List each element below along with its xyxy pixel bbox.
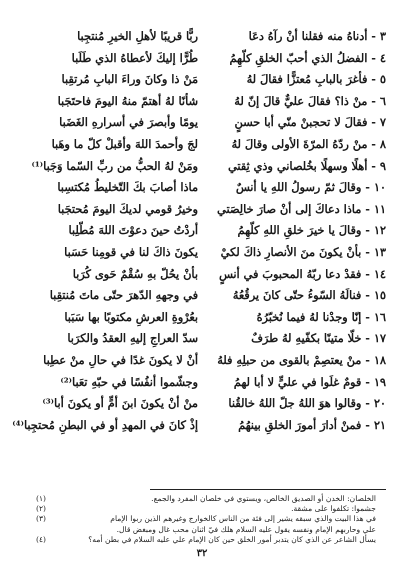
verse-line: [14, 156, 386, 178]
verse-line: [14, 328, 386, 350]
verse-line: [14, 242, 386, 264]
verse-line: [14, 393, 386, 415]
footnote-text: جشموا: تكلفوا على مشقة.: [291, 504, 376, 514]
verse-first-hemistich: ١٧ - خلّا متينًا بكفّيهِ لهُ طرَفٌ: [251, 331, 386, 346]
verse-line: [14, 307, 386, 329]
verse-line: [14, 372, 386, 394]
verse-line: [14, 285, 386, 307]
verse-first-hemistich: ١٥ - فنالَهُ السّوءُ حتّى كانَ يرقُعُهُ: [232, 288, 386, 303]
verse-second-hemistich: ربًّا قريبًا لأهلِ الخيرِ مُنتجِبا: [77, 29, 198, 43]
footnote: [18, 535, 382, 545]
verse-second-hemistich: يومًا وأبصرَ في أسرارهِ الغَضَبا: [59, 115, 198, 130]
verse-first-hemistich: ١٢ - وقالَ يا خيرَ خلقِ اللهِ كلّهِمُ: [237, 223, 386, 238]
poem: [14, 26, 386, 436]
footnote-number: [18, 525, 46, 535]
page-number: ٣٢: [196, 548, 208, 559]
verse-line: [14, 350, 386, 372]
verse-first-hemistich: ١٣ - بأنْ يكونَ منَ الأنصارِ ذاكَ لكيْ: [220, 244, 386, 259]
verse-line: [14, 26, 386, 48]
footnote-number: (٢): [35, 504, 46, 514]
verse-line: [14, 177, 386, 199]
verse-second-hemistich: إذْ كانَ في المهدِ أو في البطنِ مُحتجِبا⁽⁴⁾: [12, 417, 198, 432]
verse-second-hemistich: ومَنْ لهُ الحبُّ من ربِّ السّما وَجَبا⁽¹⁾: [31, 158, 198, 173]
verse-first-hemistich: ٨ - منْ ردّهُ المرّةَ الأولى وقالَ لهُ: [231, 136, 386, 151]
footnote: [18, 494, 382, 504]
verse-first-hemistich: ١٠ - وقالَ ثمّ رسولُ اللهِ يا أنسٌ: [235, 180, 386, 195]
verse-line: [14, 91, 386, 113]
verse-line: [14, 199, 386, 221]
verse-second-hemistich: مَنْ ذا وكانَ وراءَ البابِ مُرتقِبا: [61, 72, 198, 87]
footnote-text: علي وحاربهم الإمام ونفسه يقول عليه السلام هلك فيّ اثنان محب غال ومبغض قال.: [116, 524, 376, 534]
verse-first-hemistich: ١١ - ماذا دعاكَ إلى أنْ صارَ خالِصَتي: [217, 201, 386, 216]
verse-first-hemistich: ٢٠ - وقالوا هوَ اللهُ جلّ اللهُ خالقُنا: [228, 396, 386, 411]
verse-first-hemistich: ٦ - منْ ذا؟ فقالَ عليٌّ قالَ إنّ لهُ: [234, 93, 386, 108]
verse-line: [14, 112, 386, 134]
verse-line: [14, 415, 386, 437]
verse-second-hemistich: وخيرُ قومي لديكَ اليومَ مُحتجَبا: [57, 201, 198, 216]
verse-second-hemistich: بعُرْوةِ العرشِ مكتوبًا بها سَبَبا: [64, 309, 198, 324]
verse-first-hemistich: ٥ - فأغرَ بالبابِ مُعتزًّا فقالَ لهُ: [246, 72, 386, 87]
verse-line: [14, 69, 386, 91]
footnote-number: (٣): [35, 514, 46, 524]
verse-second-hemistich: في وجههِ الدّهرَ حتّى ماتَ مُنتقِبا: [49, 288, 198, 303]
verse-second-hemistich: أردْتُ حينَ دعوْتَ اللهَ مُطّلِبا: [68, 223, 198, 238]
verse-first-hemistich: ٤ - الفضلُ الذي أحبّ الخلقِ كلّهِمُ: [229, 50, 386, 65]
verse-line: [14, 220, 386, 242]
verse-first-hemistich: ١٩ - قومٌ غلَوا في عليٍّ لا أبا لهمُ: [233, 374, 386, 389]
verse-second-hemistich: بأنْ يحُلّ بهِ سُقْمٌ حَوى كُرَبا: [72, 266, 198, 281]
verse-first-hemistich: ١٨ - منْ يعتصِمْ بالقوى من حبلِهِ فلهُ: [217, 352, 386, 367]
footnote-number: (١): [35, 494, 46, 503]
verse-second-hemistich: وجشّموا أنفُسًا في حبّهِ تعَبا⁽²⁾: [60, 374, 198, 389]
verse-second-hemistich: أنْ لا يكونَ غدًا في حالِ منْ عطِبا: [43, 352, 198, 367]
verse-second-hemistich: ماذا أصابَ بكَ التّخليطُ مُكتسِبا: [57, 180, 198, 195]
verse-first-hemistich: ٧ - فقالَ لا تحجبنْ منّي أبا حسنٍ: [234, 115, 386, 130]
verse-first-hemistich: ١٦ - إنّا وجدْنا لهُ فيما نُخبّرُهُ: [256, 309, 386, 324]
footnote-text: يسأل الشاعر عن الذي كان يتدبر أمور الخلق حين كان الإمام علي عليه السلام في بطن أمه؟: [88, 534, 376, 544]
verse-line: [14, 48, 386, 70]
footnote-number: (٤): [35, 534, 46, 544]
verse-line: [14, 134, 386, 156]
verse-second-hemistich: شأنًا لهُ أهتمّ منهُ اليومَ فاحتَجَبا: [57, 93, 198, 108]
footnote: [18, 504, 382, 514]
verse-second-hemistich: يكونَ ذاكَ لنا في قومِنا حَسَبا: [64, 244, 198, 259]
verse-second-hemistich: منْ أنْ يكونَ ابنَ أمٍّ أو يكونَ أبا⁽³⁾: [42, 396, 198, 411]
verse-first-hemistich: ٢١ - فمنْ أدارَ أمورَ الخلقِ بينهُمُ: [238, 417, 386, 432]
verse-first-hemistich: ١٤ - فقدْ دعا ربّهُ المحبوبَ في أنسٍ: [218, 266, 386, 281]
footnote-text: في هذا البيت والذي سبقه يشير إلى فئة من الناس كالخوارج وغيرهم الذين ربوا الإمام: [110, 514, 376, 524]
footnotes: [18, 494, 382, 545]
verse-line: [14, 264, 386, 286]
verse-second-hemistich: لجَ وأحمدَ اللهَ وأقبلْ كلّ ما وهَبا: [51, 136, 198, 151]
footnote: [18, 514, 382, 524]
verse-first-hemistich: ٣ - أدناهُ منه فقلنا أنْ رآهُ دعَا: [248, 29, 386, 43]
footnote-divider: [150, 489, 386, 490]
footnote: [18, 525, 382, 535]
verse-second-hemistich: سدّ العراجِ إليهِ العقدُ والكرَبا: [67, 331, 198, 346]
verse-first-hemistich: ٩ - أهلًا وسهلًا بخُلصاني وذي ثِقتي: [227, 158, 386, 173]
footnote-text: الخلصان: الخدن أو الصديق الخالص، ويستوي في خلصان المفرد والجمع.: [151, 494, 376, 503]
verse-second-hemistich: طُرًّا إليكَ لأعطاهُ الذي طَلَبا: [71, 50, 198, 65]
